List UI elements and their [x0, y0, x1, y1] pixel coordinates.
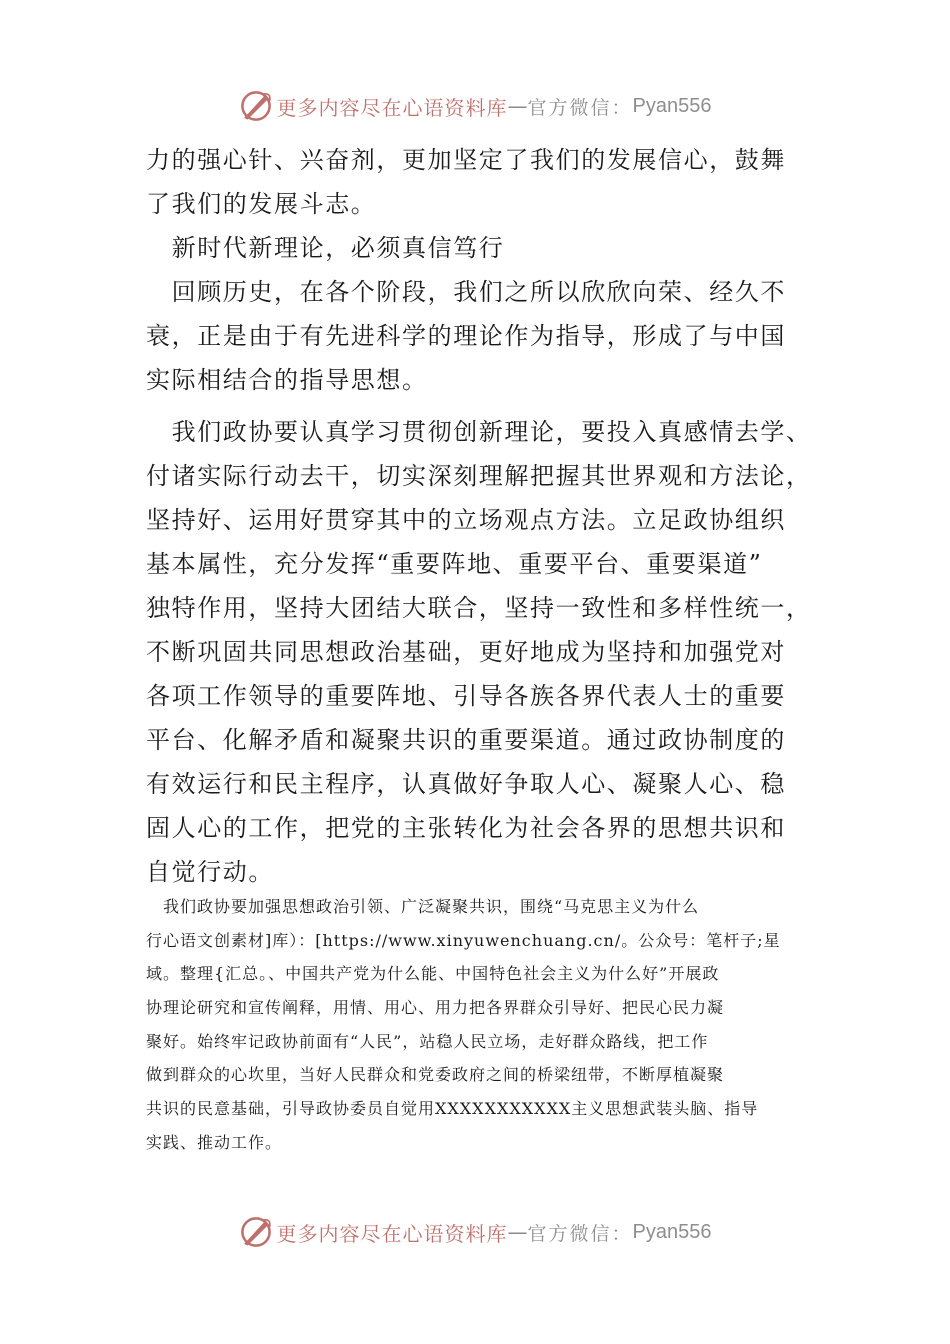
banner-separator: —: [507, 1220, 528, 1244]
small-paragraph: [146, 890, 806, 1160]
banner-wechat-label: 官方微信：: [527, 96, 633, 119]
body-line: 了我们的发展斗志。: [146, 190, 377, 218]
banner-wechat-id: Pyan556: [632, 94, 712, 117]
header-banner: [0, 86, 950, 126]
banner-brand-text: 更多内容尽在心语资料库: [276, 1221, 508, 1246]
body-line: 独特作用，坚持大团结大联合，坚持一致性和多样性统一，: [146, 594, 812, 622]
body-line: 各项工作领导的重要阵地、引导各族各界代表人士的重要: [146, 682, 786, 710]
banner-separator: —: [507, 94, 528, 118]
section-heading: 新时代新理论，必须真信笃行: [146, 234, 505, 262]
small-line: 实践、推动工作。: [146, 1132, 283, 1152]
body-line: 付诸实际行动去干，切实深刻理解把握其世界观和方法论，: [146, 462, 812, 490]
body-line: 自觉行动。: [146, 858, 274, 886]
body-line: 平台、化解矛盾和凝聚共识的重要渠道。通过政协制度的: [146, 726, 786, 754]
body-line: 力的强心针、兴奋剂，更加坚定了我们的发展信心，鼓舞: [146, 146, 786, 174]
small-line: 做到群众的心坎里，当好人民群众和党委政府之间的桥梁纽带，不断厚植凝聚: [146, 1065, 725, 1085]
banner-brand-text: 更多内容尽在心语资料库: [276, 95, 508, 120]
body-line: 回顾历史，在各个阶段，我们之所以欣欣向荣、经久不: [146, 278, 786, 306]
body-line: 基本属性，充分发挥“重要阵地、重要平台、重要渠道”: [146, 550, 763, 578]
small-line: 域。整理{汇总。、中国共产党为什么能、中国特色社会主义为什么好”开展政: [146, 964, 720, 984]
body-line: 实际相结合的指导思想。: [146, 366, 428, 394]
body-line: 衰，正是由于有先进科学的理论作为指导，形成了与中国: [146, 322, 786, 350]
small-line: 我们政协要加强思想政治引领、广泛凝聚共识，围绕“马克思主义为什么: [146, 897, 700, 916]
body-line: 有效运行和民主程序，认真做好争取人心、凝聚人心、稳: [146, 770, 786, 798]
body-line: 不断巩固共同思想政治基础，更好地成为坚持和加强党对: [146, 638, 786, 666]
body-line: 固人心的工作，把党的主张转化为社会各界的思想共识和: [146, 814, 786, 842]
banner-wechat-label: 官方微信：: [527, 1222, 633, 1245]
quill-logo-icon: [239, 1215, 273, 1249]
small-line: 行心语文创素材]库）：[https://www.xinyuwenchuang.cn/。公众号：笔杆子;星: [146, 930, 781, 950]
small-line: 共识的民意基础，引导政协委员自觉用XXXXXXXXXXX主义思想武装头脑、指导: [146, 1099, 759, 1119]
body-line: 坚持好、运用好贯穿其中的立场观点方法。立足政协组织: [146, 506, 786, 534]
main-body-text: [146, 138, 826, 894]
quill-logo-icon: [239, 89, 273, 123]
banner-wechat-id: Pyan556: [632, 1220, 712, 1243]
small-line: 聚好。始终牢记政协前面有“人民”，站稳人民立场，走好群众路线，把工作: [146, 1031, 709, 1051]
footer-banner: [0, 1212, 950, 1252]
body-line: 我们政协要认真学习贯彻创新理论，要投入真感情去学、: [146, 418, 812, 446]
small-line: 协理论研究和宣传阐释，用情、用心、用力把各界群众引导好、把民心民力凝: [146, 998, 725, 1018]
